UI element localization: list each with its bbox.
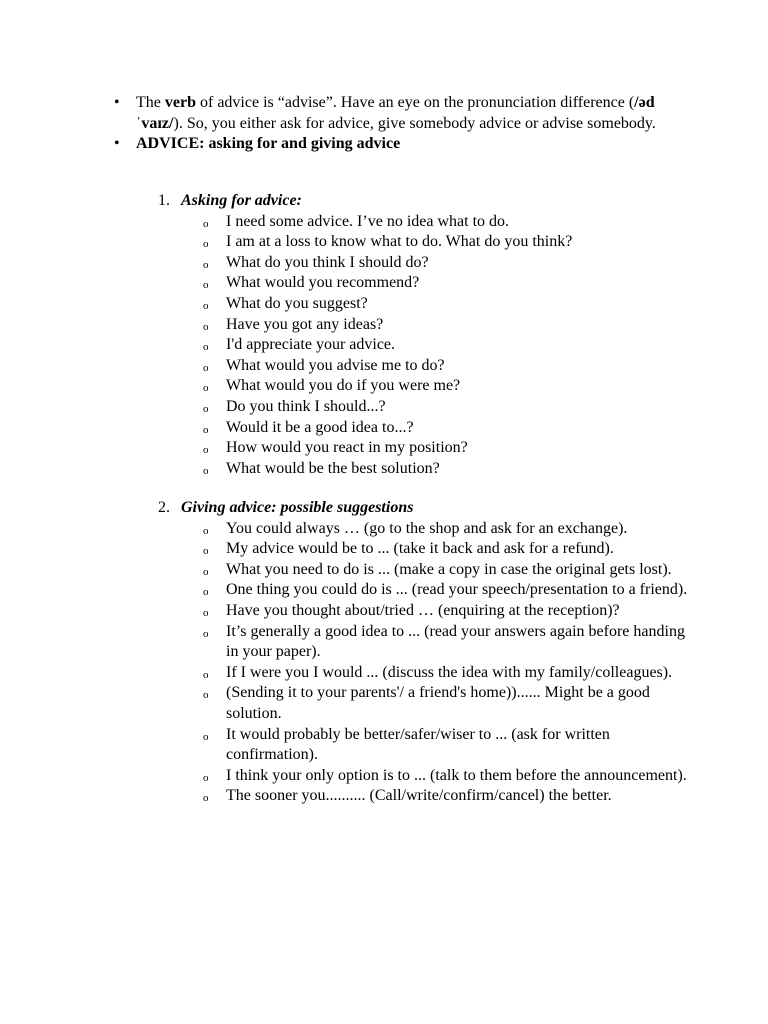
circle-bullet-icon: o [203,586,209,599]
list-item-text: It would probably be better/safer/wiser to ... (ask for written confirmation). [226,725,610,764]
list-item [203,438,696,459]
list-item-text: I'd appreciate your advice. [226,336,396,354]
list-item-text: What do you suggest? [226,294,368,312]
pronunciation-bold: /ədˈvaɪz/ [136,94,655,132]
list-item [203,335,696,356]
list-item-text: You could always … (go to the shop and ask for an exchange). [226,519,628,537]
section-number: 2. [158,499,170,516]
list-item-text: I am at a loss to know what to do. What do you think? [226,233,573,251]
circle-bullet-icon: o [203,668,209,681]
section-title: Asking for advice: [181,192,302,209]
intro-item-heading [114,134,696,155]
list-item-text: (Sending it to your parents'/ a friend's home))...... Might be a good solution. [226,684,650,722]
intro-text-3: ). So, you either ask for advice, give somebody advice or advise somebody. [173,114,656,132]
list-item [203,786,696,807]
list-item [203,459,696,480]
circle-bullet-icon: o [203,361,209,374]
list-item [203,539,696,560]
list-item-text: I need some advice. I’ve no idea what to do. [226,212,510,230]
list-item-text: My advice would be to ... (take it back and ask for a refund). [226,540,614,558]
list-item [203,315,696,336]
section-giving [136,498,696,807]
list-item-text: If I were you I would ... (discuss the idea with my family/colleagues). [226,663,673,681]
list-item-text: What would you recommend? [226,274,420,292]
list-item-text: How would you react in my position? [226,439,468,457]
circle-bullet-icon: o [203,627,209,640]
list-item-text: Do you think I should...? [226,397,386,415]
section-header [136,191,696,212]
section-asking [136,191,696,479]
list-item-text: What would you do if you were me? [226,377,461,395]
list-item [203,253,696,274]
list-item [203,519,696,540]
bullet-icon: • [114,94,120,111]
circle-bullet-icon: o [203,524,209,537]
giving-phrases-list [136,519,696,807]
circle-bullet-icon: o [203,341,209,354]
circle-bullet-icon: o [203,320,209,333]
circle-bullet-icon: o [203,423,209,436]
intro-verb-bold: verb [164,94,196,111]
list-item-text: It’s generally a good idea to ... (read your answers again before handing in your paper). [226,622,685,661]
list-item [203,560,696,581]
intro-list [114,93,696,155]
advice-heading: ADVICE: asking for and giving advice [136,135,401,153]
circle-bullet-icon: o [203,382,209,395]
intro-item-verb [114,93,696,134]
circle-bullet-icon: o [203,464,209,477]
list-item [203,725,696,766]
list-item [203,273,696,294]
list-item [203,232,696,253]
list-item-text: What do you think I should do? [226,253,429,271]
list-item-text: Would it be a good idea to...? [226,418,414,436]
circle-bullet-icon: o [203,402,209,415]
circle-bullet-icon: o [203,444,209,457]
list-item [203,580,696,601]
list-item [203,212,696,233]
list-item [203,356,696,377]
intro-text-1: The [136,94,165,111]
circle-bullet-icon: o [203,238,209,251]
circle-bullet-icon: o [203,279,209,292]
bullet-icon: • [114,135,120,153]
circle-bullet-icon: o [203,730,209,743]
list-item-text: The sooner you.......... (Call/write/confirm/cancel) the better. [226,787,612,805]
list-item [203,376,696,397]
section-number: 1. [158,192,170,209]
list-item-text: Have you got any ideas? [226,315,384,333]
list-item-text: What would you advise me to do? [226,356,445,374]
list-item-text: I think your only option is to ... (talk to them before the announcement). [226,766,687,784]
list-item [203,294,696,315]
list-item [203,418,696,439]
list-item-text: What you need to do is ... (make a copy in case the original gets lost). [226,560,672,578]
list-item [203,766,696,787]
circle-bullet-icon: o [203,299,209,312]
circle-bullet-icon: o [203,565,209,578]
circle-bullet-icon: o [203,258,209,271]
list-item-text: What would be the best solution? [226,459,440,477]
list-item [203,601,696,622]
list-item [203,622,696,663]
intro-text-2: of advice is “advise”. Have an eye on the pronunciation difference ( [195,94,635,111]
list-item-text: Have you thought about/tried … (enquiring at the reception)? [226,601,620,619]
list-item-text: One thing you could do is ... (read your speech/presentation to a friend). [226,581,688,599]
asking-phrases-list [136,212,696,480]
list-item [203,683,696,724]
circle-bullet-icon: o [203,606,209,619]
circle-bullet-icon: o [203,689,209,702]
section-header [136,498,696,519]
list-item [203,663,696,684]
circle-bullet-icon: o [203,217,209,230]
circle-bullet-icon: o [203,545,209,558]
circle-bullet-icon: o [203,771,209,784]
section-title: Giving advice: possible suggestions [181,499,414,516]
circle-bullet-icon: o [203,792,209,805]
list-item [203,397,696,418]
